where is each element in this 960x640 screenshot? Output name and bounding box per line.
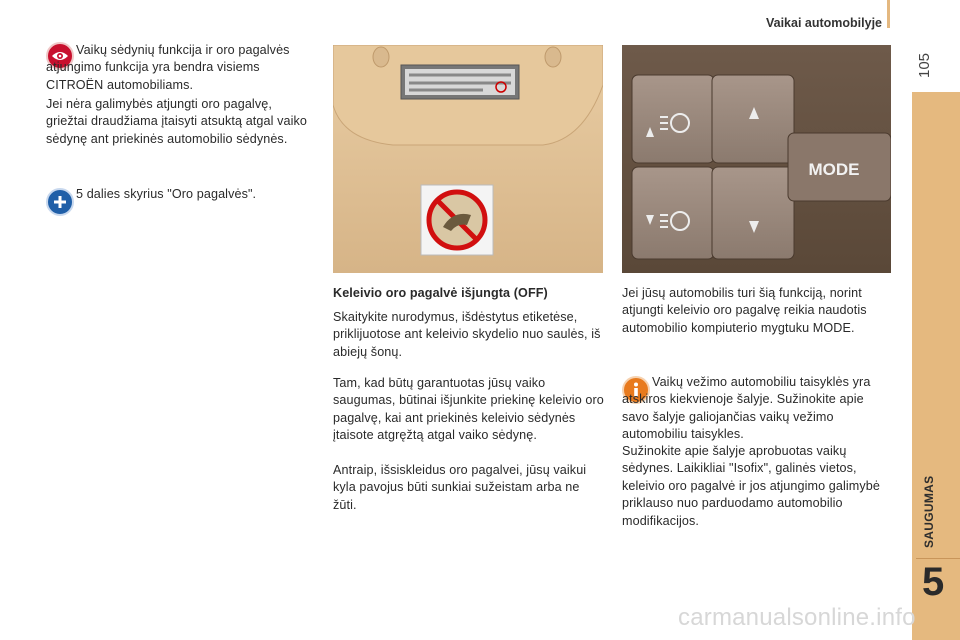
column3-paragraph-2: Sužinokite apie šalyje aprobuotas vaikų sėdynes. Laikikliai "Isofix", galinės vietos, keleivio oro pagalvė ir jos atjungimo galimybė priklauso nuo parduodamo automobilio modifikacijos. (622, 444, 881, 528)
column3-paragraph-1: Jei jūsų automobilis turi šią funkciją, norint atjungti keleivio oro pagalvę reikia naudotis automobilio kompiuterio mygtuku MODE. (622, 286, 867, 335)
column2-paragraph-3: Antraip, išsiskleidus oro pagalvei, jūsų vaikui kyla pavojus būti sunkiai sužeistam arba ne žūti. (333, 463, 587, 512)
page-number: 105 (916, 52, 933, 78)
chapter-tab (920, 430, 948, 550)
mode-button-label: MODE (808, 160, 860, 179)
column2-paragraph-1: Skaitykite nurodymus, išdėstytus etiketėse, priklijuotose ant keleivio skydelio nuo saulės, iš abiejų šonų. (333, 310, 601, 359)
plus-icon (46, 188, 74, 216)
watermark-text: carmanualsonline.info (678, 604, 916, 631)
plus-note-text: 5 dalies skyrius "Oro pagalvės". (76, 187, 257, 201)
running-header-title: Vaikai automobilyje (765, 16, 882, 30)
eye-note-text: Vaikų sėdynių funkcija ir oro pagalvės atjungimo funkcija yra bendra visiems CITROËN automobiliams. (46, 43, 290, 92)
mode-panel-image (622, 45, 891, 273)
column1-paragraph: Jei nėra galimybės atjungti oro pagalvę, griežtai draudžiama įtaisyti atsuktą atgal vaiko sėdynę ant priekinės automobilio sėdynės. (46, 97, 307, 146)
chapter-number: 5 (922, 560, 945, 604)
info-note-text: Vaikų vežimo automobiliu taisyklės yra atskiros kiekvienoje šalyje. Sužinokite apie savo šalyje galiojančias vaikų vežimo automobiliu taisykles. (622, 375, 871, 442)
column2-paragraph-2: Tam, kad būtų garantuotas jūsų vaiko saugumas, būtinai išjunkite priekinę keleivio oro pagalvę, kai ant priekinės keleivio sėdynės įtaisote atgręžtą atgal vaiko sėdynę. (333, 376, 604, 443)
header-accent-line (887, 0, 890, 28)
chapter-label: SAUGUMAS (922, 475, 936, 548)
sidebar-divider (916, 558, 960, 559)
sun-visor-image (333, 45, 603, 273)
section-heading: Keleivio oro pagalvė išjungta (OFF) (333, 286, 548, 300)
